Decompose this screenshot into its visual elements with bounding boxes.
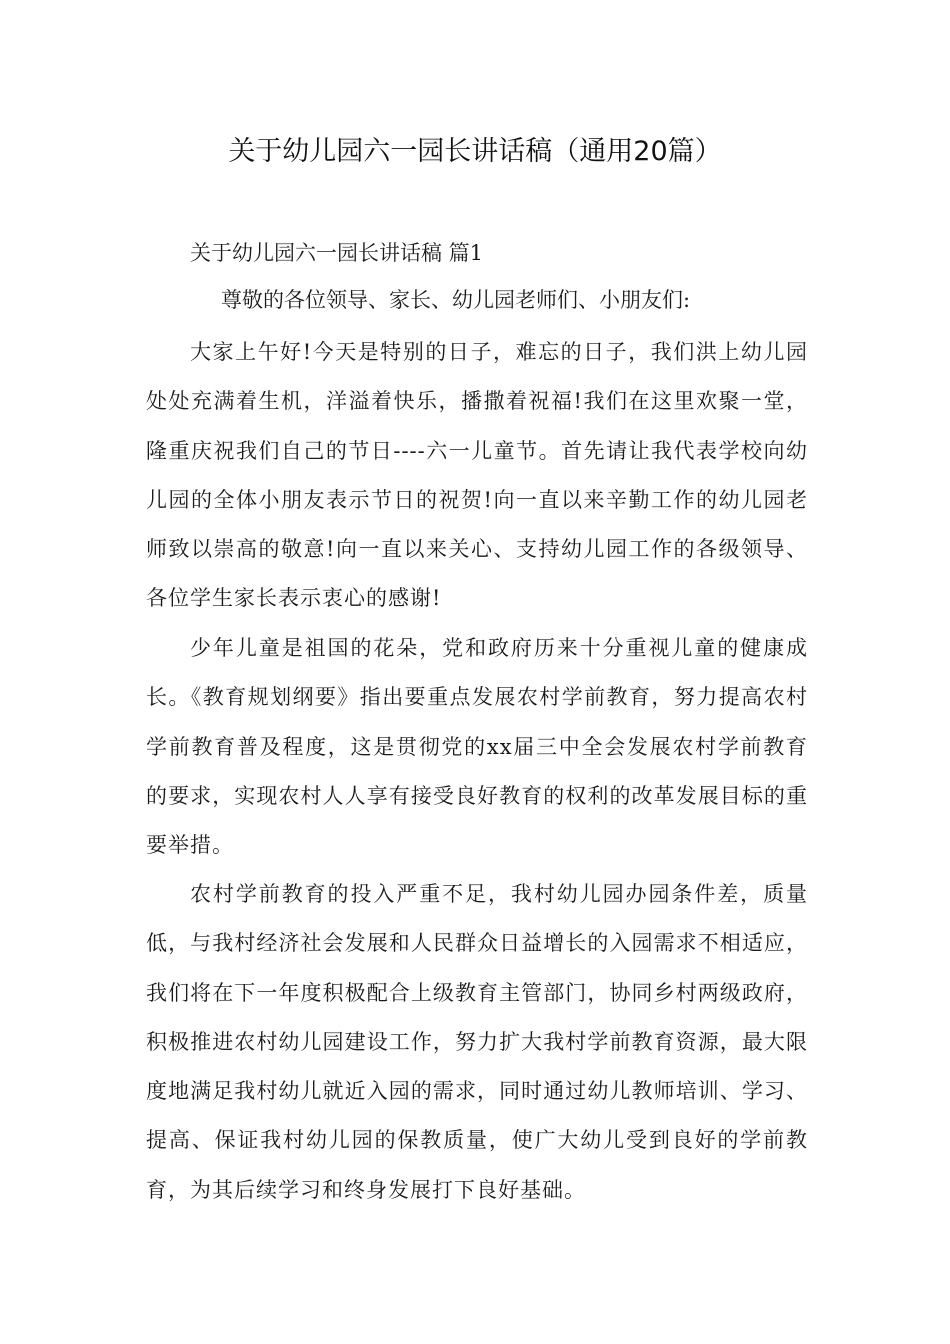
body-paragraph-1: 大家上午好!今天是特别的日子，难忘的日子，我们洪上幼儿园处处充满着生机，洋溢着快乐，播撒着祝福!我们在这里欢聚一堂，隆重庆祝我们自己的节日----六一儿童节。首先请让我代表学校向幼儿园的全体小朋友表示节日的祝贺!向一直以来辛勤工作的幼儿园老师致以崇高的敬意!向一直以来关心、支持幼儿园工作的各级领导、各位学生家长表示衷心的感谢!: [146, 340, 808, 611]
document-title: 关于幼儿园六一园长讲话稿（通用20篇）: [228, 136, 722, 167]
body-paragraph-3: 农村学前教育的投入严重不足，我村幼儿园办园条件差，质量低，与我村经济社会发展和人民群众日益增长的入园需求不相适应，我们将在下一年度积极配合上级教育主管部门，协同乡村两级政府，积极推进农村幼儿园建设工作，努力扩大我村学前教育资源，最大限度地满足我村幼儿就近入园的需求，同时通过幼儿教师培训、学习、提高、保证我村幼儿园的保教质量，使广大幼儿受到良好的学前教育，为其后续学习和终身发展打下良好基础。: [146, 882, 808, 1202]
section-heading: 关于幼儿园六一园长讲话稿 篇1: [190, 241, 484, 265]
salutation: 尊敬的各位领导、家长、幼儿园老师们、小朋友们:: [221, 288, 691, 312]
body-paragraph-2: 少年儿童是祖国的花朵，党和政府历来十分重视儿童的健康成长。《教育规划纲要》指出要重点发展农村学前教育，努力提高农村学前教育普及程度，这是贯彻党的xx届三中全会发展农村学前教育的要求，实现农村人人享有接受良好教育的权利的改革发展目标的重要举措。: [146, 636, 808, 858]
